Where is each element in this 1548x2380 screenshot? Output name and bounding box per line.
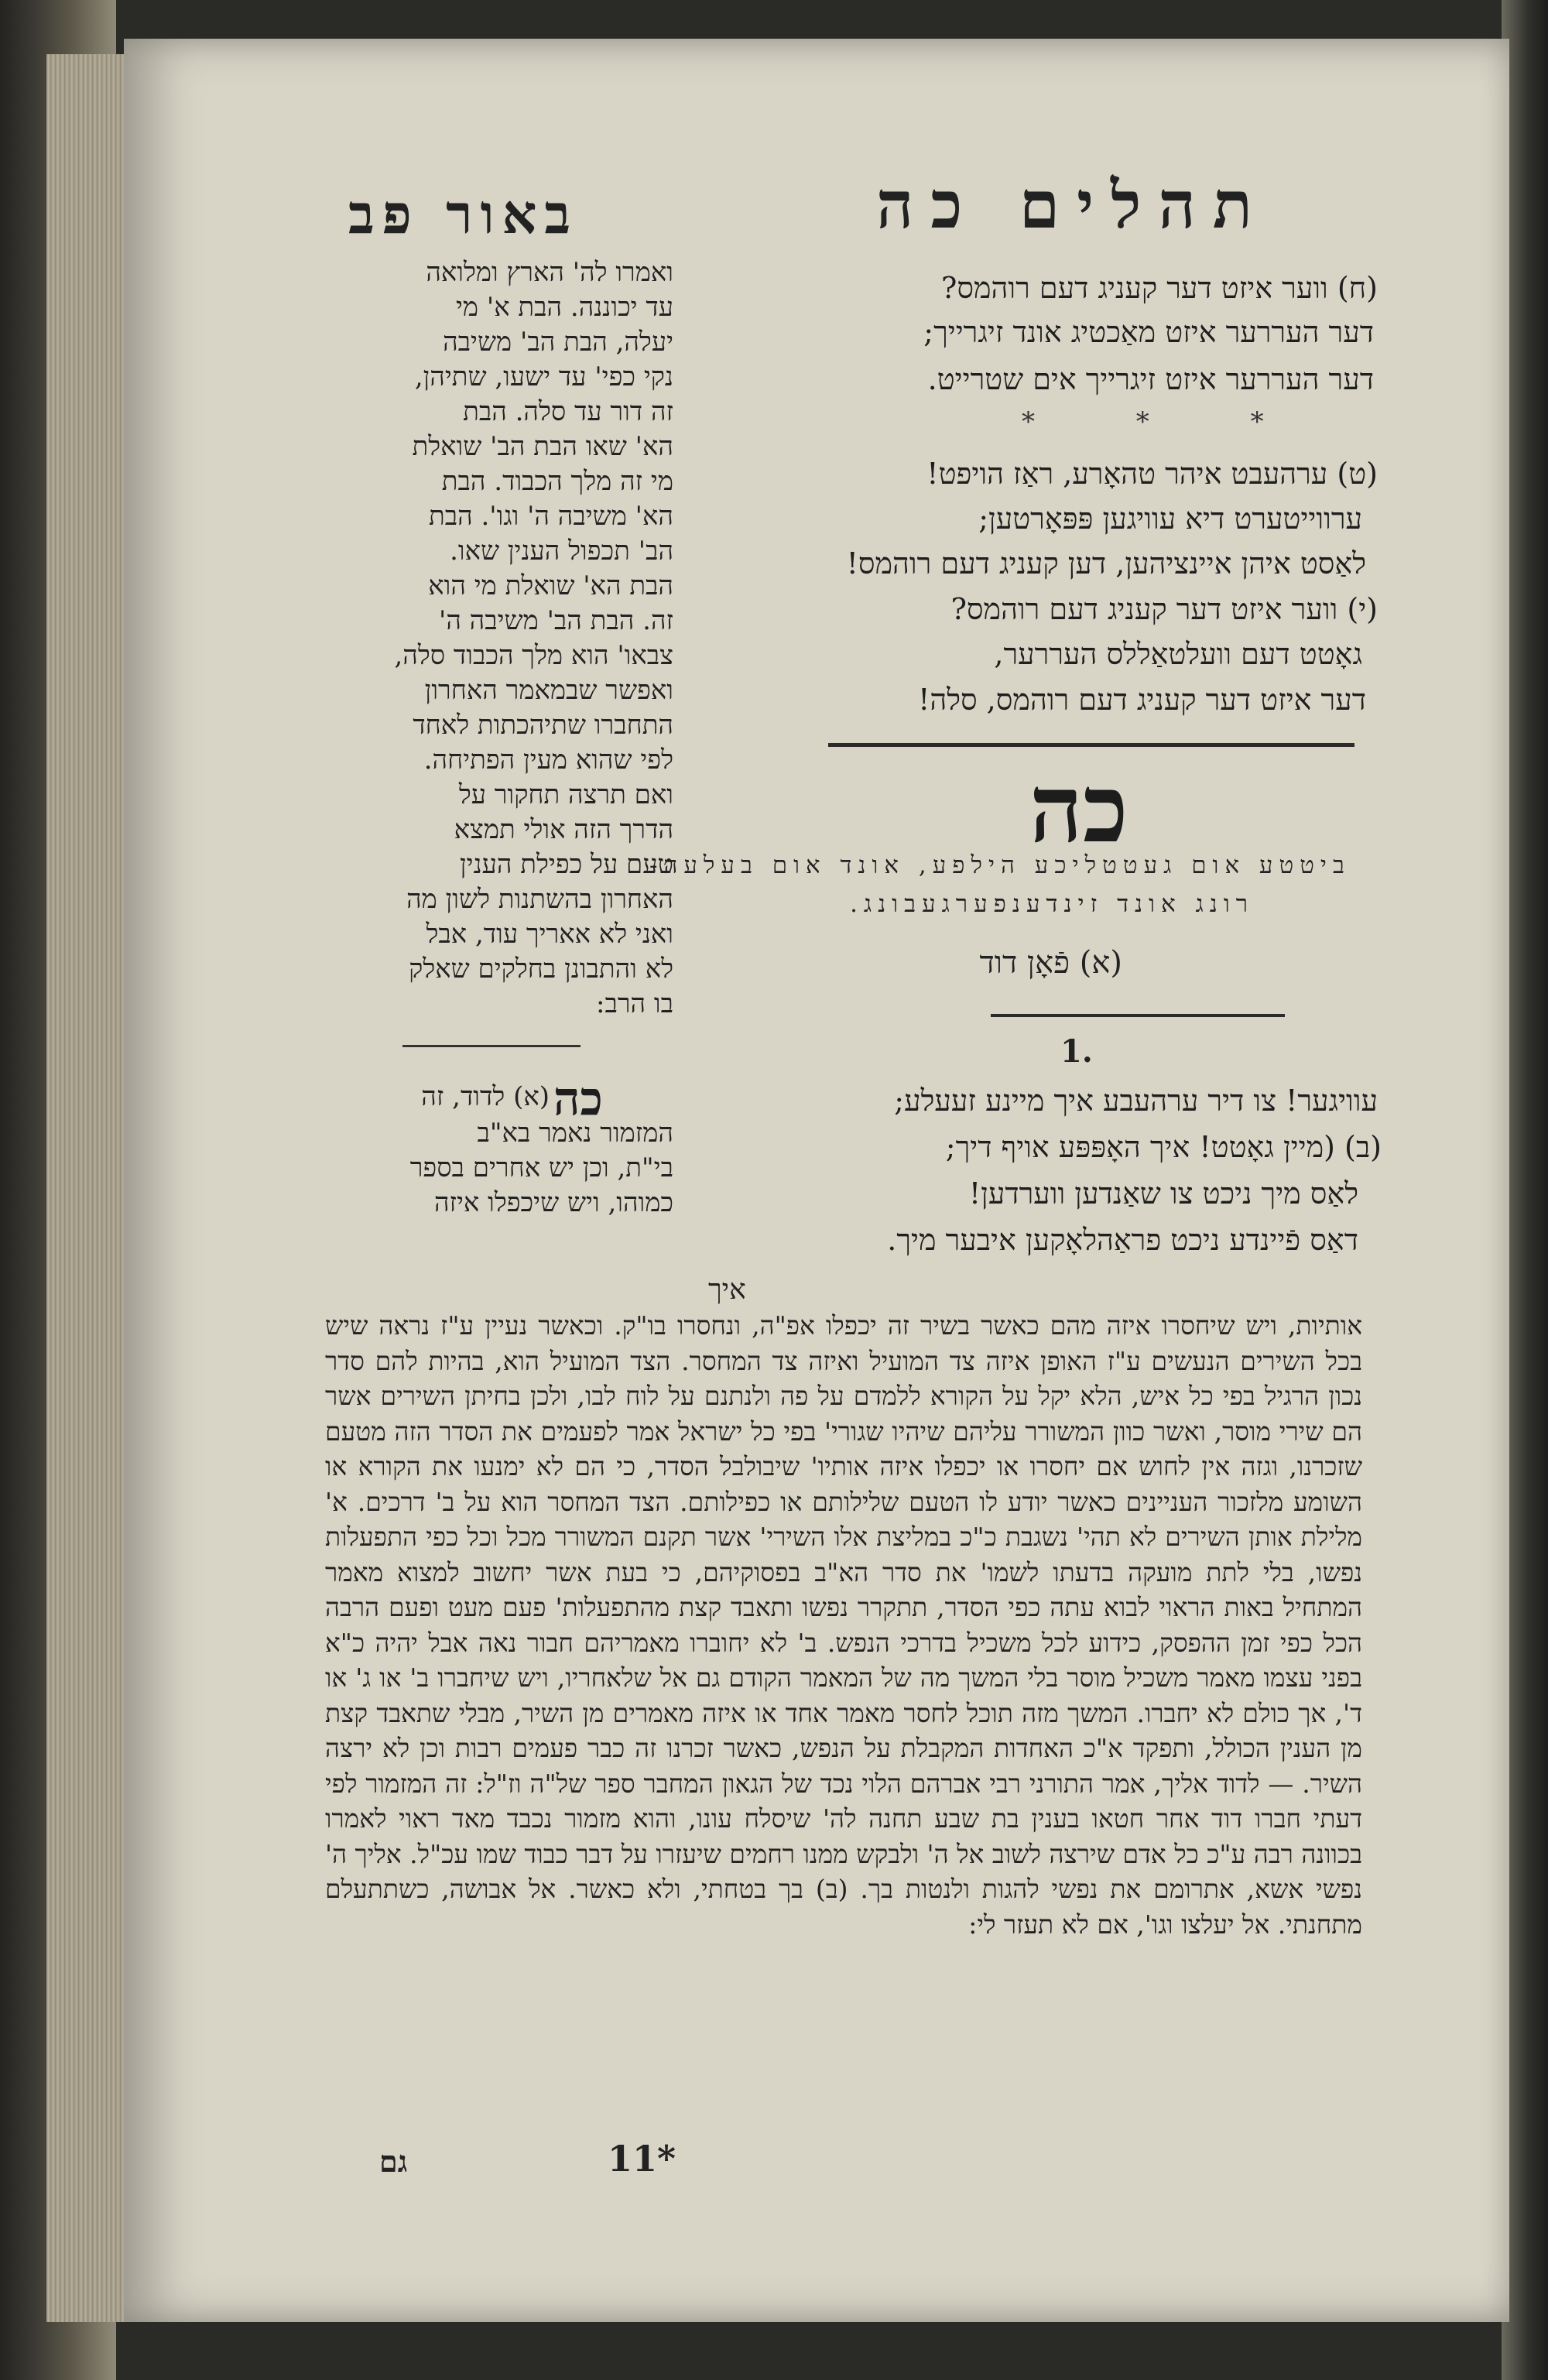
commentary-line: טעם על כפילת הענין [460,849,673,880]
commentary-line: הא' משיבה ה' וגו'. הבת [429,501,673,532]
signature-mark: גם [379,2144,408,2179]
commentary-line: ואני לא אאריך עוד, אבל [426,919,673,950]
commentary-line: זה. הבת הב' משיבה ה' [438,605,673,636]
commentary-line: יעלה, הבת הב' משיבה [443,327,673,358]
psalm-verse: דאַס פֿיינדע ניכט פראַהלאָקען איבער מיך. [887,1223,1358,1257]
commentary-divider [402,1045,580,1047]
commentary-line: צבאו' הוא מלך הכבוד סלה, [394,640,673,671]
yiddish-line: דער העררער איזט מאַכטיג אונד זיגרייך; [923,315,1374,349]
commentary-line: לא והתבונן בחלקים שאלק [409,954,673,985]
psalm-number: כה [1029,755,1128,864]
commentary-line: הב' תכפול הענין שאו. [450,536,673,567]
commentary-line: האחרון בהשתנות לשון מה [406,884,673,915]
page-edges [46,54,132,2322]
commentary-line: בי"ת, וכן יש אחרים בספר [409,1152,673,1183]
commentary-line: הבת הא' שואלת מי הוא [428,570,673,601]
commentary-line: נקי כפי' עד ישעו, שתיהן, [414,361,673,392]
divider-rule [991,1014,1285,1017]
yiddish-line: דער איזט דער קעניג דעם רוהמס, סלה! [918,683,1366,717]
psalm-verse: לאַס מיך ניכט צו שאַנדען ווערדען! [968,1176,1358,1211]
commentary-line: הא' שאו הבת הב' שואלת [412,431,673,462]
yiddish-line: גאָטט דעם וועלטאַללס העררער, [994,637,1362,671]
yiddish-line: ערווייטערט דיא עוויגען פּפּאָרטען; [978,502,1362,536]
commentary-line: ואפשר שבמאמר האחרון [424,675,673,706]
section-number: 1. [1060,1033,1093,1070]
yiddish-line: (ט) ערהעבט איהר טהאָרע, ראַז הויפט! [926,457,1378,491]
commentary-line: הדרך הזה אולי תמצא [454,814,673,845]
psalm-subtitle: רונג אונד זינדענפערגעבונג. [850,890,1254,918]
divider-rule [828,743,1354,747]
commentary-line: ואם תרצה תחקור על [458,779,673,810]
commentary-line: המזמור נאמר בא"ב [477,1118,673,1149]
commentary-line: כמוהו, ויש שיכפלו איזה [433,1187,673,1218]
catchword: איך [708,1274,746,1306]
commentary-line: זה דור עד סלה. הבת [463,396,673,427]
commentary-line: (א) לדוד, זה [421,1081,550,1112]
psalm-verse: (ב) (מיין גאָטט! איך האָפּפּע אויף דיך; [945,1130,1382,1164]
commentary-body: אותיות, ויש שיחסרו איזה מהם כאשר בשיר זה יכפלו אפ"ה, ונחסרו בו"ק. וכאשר נעיין ע"ז נראה שיש בכל השירים הנעשים ע"ז האופן איזה צד המועיל ואיזה צד המחסר. הצד המועיל הוא, בהיות להם סדר נכון הרגיל בפי כל איש, הלא יקל על הקורא ללמדם על פה ולנתנם על לוח לבו, ולכן בחיתן השירים אשר הם שירי מוסר, ואשר כוון המשורר עליהם שיהיו שגורי' בפי כל ישראל אמר לפעמים את הסדר הזה מטעם שזכרנו, וגזה אין לחוש אם יחסרו או יכפלו איזה אותיו' שיבולבל הסדר, כי הם לא ימנעו את הקורא או השומע מלזכור העניינים כאשר יודע לו הטעם שלילותם או כפילותם. הצד המחסר הוא על ב' דרכים. א' מלילת אותן השירים לא תהי' נשגבת כ"כ במליצת אלו השירי' אשר תקנם המשורר מכל וכל כפי התפעלות נפשו, בלי לתת מועקה בדעתו לשמו' את סדר הא"ב בפסוקיהם, כי בעת אשר יחשוב למצוא מאמר המתחיל באות הראוי לבוא עתה כפי הסדר, תתקרר נפשו ותאבד קצת מהתפעלות' פעם מעט ופעם הרבה הכל כפי זמן ההפסק, כידוע לכל משכיל בדרכי הנפש. ב' לא יחוברו מאמריהם חבור נאה אבל יהיה כ"א בפני עצמו מאמר משכיל מוסר בלי המשך מה של המאמר הקודם גם אל שלאחריו, ויש שיחברו ב' או ג' או ד', אך כולם לא יחברו. המשך מזה תוכל לחסר מאמר אחד או איזה מאמרים מן השיר, מבלי שתאבד קצת מן הענין הכולל, ותפקד א"כ האחדות המקבלת על הנפש, כאשר זכרנו זה כבר פעמים רבות וכן לא ירצה השיר. — לדוד אליך, אמר התורני רבי אברהם הלוי נכד של הגאון המחבר ספר של"ה וז"ל: זה המזמור לפי דעתי חברו דוד אחר חטאו בענין בת שבע תחנה לה' שיסלח עונו, והוא מזמור נכבד מאד ראוי לאמרו בכוונה רבה ע"כ כל אדם שירצה לשוב אל ה' ולבקש ממנו רחמים שיעזרו על דבר כבוד שמו עכ"ל. אליך ה' נפשי אשא, אתרומם את נפשי להגות ולנטות בך. (ב) בך בטחתי, ולא כאשר. אל אבושה, כשתתעלם מתחנתי. אל יעלצו וגו', אם לא תעזר לי: [325,1310,1362,1940]
commentary-column [333,255,673,1022]
psalm-subtitle: ביטטע אום געטטליכע הילפע, אונד אום בעלעה- [649,851,1351,879]
yiddish-line: (ח) ווער איזט דער קעניג דעם רוהמס? [941,271,1378,305]
commentary-line: בו הרב: [596,988,673,1019]
book-page [124,39,1509,2322]
commentary-psalm-number: כה [553,1072,603,1126]
commentary-line: ואמרו לה' הארץ ומלואה [426,257,673,288]
yiddish-line: (י) ווער איזט דער קעניג דעם רוהמס? [950,592,1378,626]
psalm-attribution: (א) פֿאָן דוד [979,945,1122,981]
commentary-head-lines [333,1080,550,1115]
commentary-line: עד יכוננה. הבת א' מי [455,292,673,323]
yiddish-line: דער העררער איזט זיגרייך אים שטרייט. [927,362,1374,396]
stars-separator: * * * [1022,406,1310,437]
commentary-line: התחברו שתיהכתות לאחד [413,710,673,741]
commentary-title: באור פב [348,182,579,246]
commentary-line: לפי שהוא מעין הפתיחה. [423,745,673,776]
yiddish-line: לאַסט איהן איינציהען, דען קעניג דעם רוהמס! [846,546,1366,580]
running-title: תהלים כה [876,166,1269,243]
psalm-verse: עוויגער! צו דיר ערהעבע איך מיינע זעעלע; [894,1084,1378,1118]
commentary-line: מי זה מלך הכבוד. הבת [441,466,673,497]
page-number: 11* [608,2138,676,2180]
commentary-head-lines [333,1116,673,1221]
